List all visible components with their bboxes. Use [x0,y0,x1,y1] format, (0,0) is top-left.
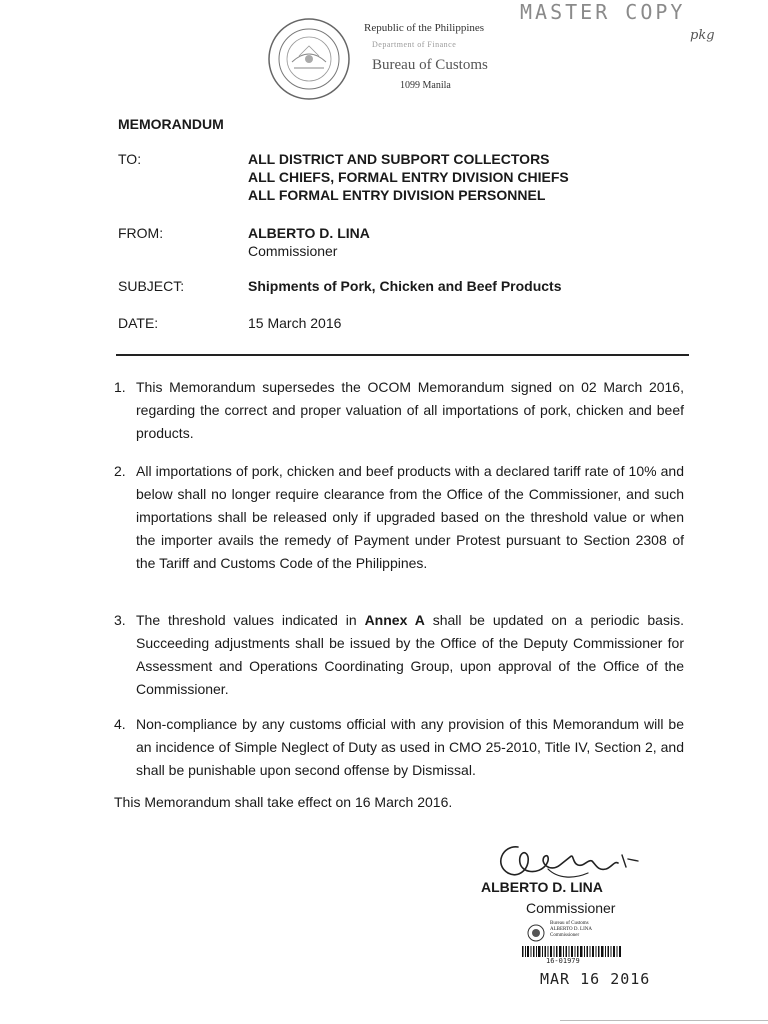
receiving-stamp-date: MAR 16 2016 [540,970,651,988]
paragraph-text [136,612,684,697]
bureau-name: Bureau of Customs [372,57,488,73]
barcode-number: 16-01979 [546,957,580,965]
date-text: 15 March 2016 [248,315,342,331]
stamp-line: ALBERTO D. LINA [550,927,592,932]
stamp-text-block [550,921,592,939]
paragraph-2 [114,460,684,575]
signatory-name: ALBERTO D. LINA [481,879,603,895]
to-line-1: ALL DISTRICT AND SUBPORT COLLECTORS [248,151,550,167]
date-label: DATE: [118,315,159,331]
city-line: 1099 Manila [400,80,451,91]
stamp-seal-icon [527,924,545,942]
paragraph-3 [114,609,684,701]
to-label: TO: [118,151,142,167]
subject-label: SUBJECT: [118,278,185,294]
annex-a-reference: Annex A [364,612,425,628]
from-name: ALBERTO D. LINA [248,225,370,241]
paragraph-number: 1. [114,379,126,395]
handwritten-initials: pkg [690,28,715,43]
header-divider [116,354,689,356]
memo-heading: MEMORANDUM [118,116,224,132]
paragraph-text-part: shall be updated on a periodic basis. Succeeding adjustments shall be issued by the Office of the Deputy Commissioner for Assessment and Operations Coordinating Group, upon approval of the Office of the Commissioner. [136,612,684,697]
master-copy-stamp: MASTER COPY [520,0,686,24]
paragraph-number: 4. [114,716,126,732]
paragraph-number: 3. [114,612,126,628]
paragraph-4 [114,713,684,782]
subject-text: Shipments of Pork, Chicken and Beef Products [248,278,562,294]
paragraph-text: Non-compliance by any customs official with any provision of this Memorandum will be an incidence of Simple Neglect of Duty as used in CMO 25-2010, Title IV, Section 2, and shall be punishable upon second offense by Dismissal. [136,716,684,778]
handwritten-signature [488,835,640,883]
bureau-seal-icon [266,16,352,102]
page-bottom-edge [560,1020,768,1021]
stamp-line: Commissioner [550,933,580,938]
paragraph-text-part: The threshold values indicated in [136,612,365,628]
stamp-line: Bureau of Customs [550,921,589,926]
paragraph-number: 2. [114,463,126,479]
department-line: Department of Finance [372,40,457,49]
paragraph-text: All importations of pork, chicken and beef products with a declared tariff rate of 10% and below shall no longer require clearance from the Office of the Commissioner, and such importations shall be released only if upgraded based on the threshold value or when the importer avails the remedy of Payment under Protest pursuant to Section 2308 of the Tariff and Customs Code of the Philippines. [136,463,684,571]
effectivity-line: This Memorandum shall take effect on 16 March 2016. [114,794,453,810]
from-label: FROM: [118,225,164,241]
signatory-title: Commissioner [526,900,616,916]
to-line-3: ALL FORMAL ENTRY DIVISION PERSONNEL [248,187,546,203]
paragraph-1 [114,376,684,445]
to-line-2: ALL CHIEFS, FORMAL ENTRY DIVISION CHIEFS [248,169,569,185]
from-title: Commissioner [248,243,338,259]
republic-line: Republic of the Philippines [364,22,485,34]
paragraph-text: This Memorandum supersedes the OCOM Memorandum signed on 02 March 2016, regarding the correct and proper valuation of all importations of pork, chicken and beef products. [136,379,684,441]
